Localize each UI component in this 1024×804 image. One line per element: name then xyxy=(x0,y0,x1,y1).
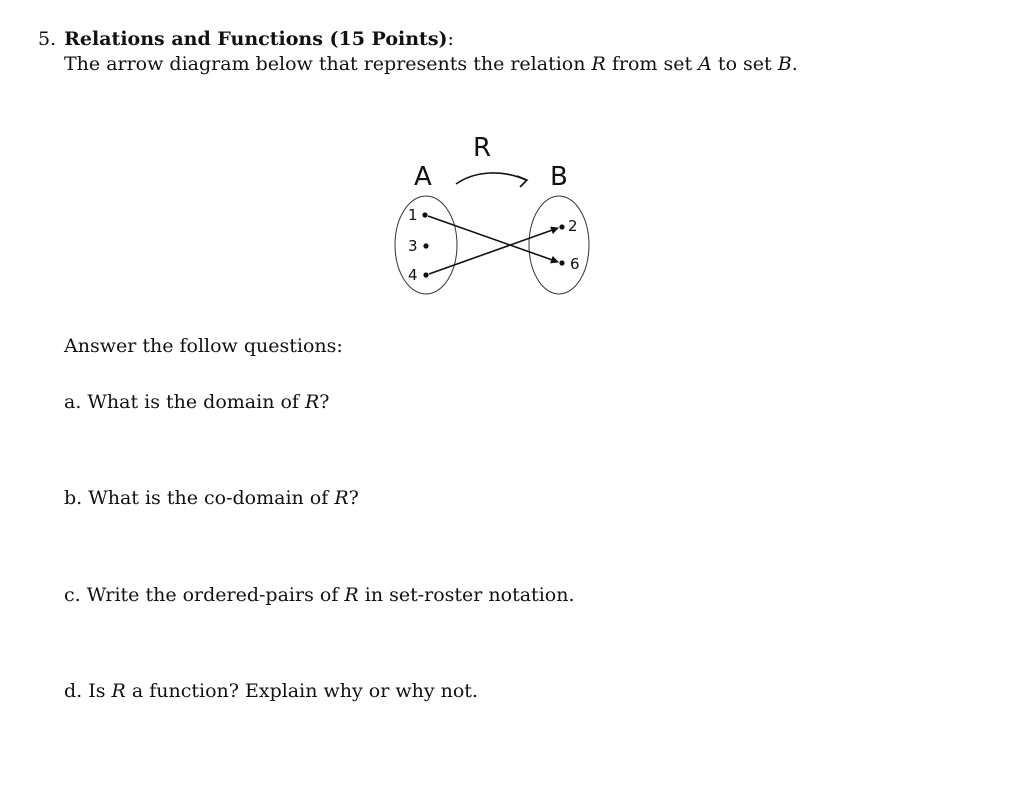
intro-var-a: A xyxy=(698,53,712,75)
set-a-dot-4 xyxy=(423,272,428,277)
question-c-text-1: Write the ordered-pairs of xyxy=(86,584,345,606)
question-c xyxy=(64,583,575,607)
set-b-dot-6 xyxy=(559,260,564,265)
question-d-text-2: a function? Explain why or why not. xyxy=(125,680,478,702)
intro-text-4: . xyxy=(791,53,798,75)
question-c-text-2: in set-roster notation. xyxy=(358,584,575,606)
intro-var-b: B xyxy=(777,53,792,75)
question-a-var: R xyxy=(304,391,320,413)
set-b-element-2: 2 xyxy=(568,217,578,235)
question-b-var: R xyxy=(334,487,349,509)
set-b-label: B xyxy=(550,162,568,192)
intro-text-3: to set xyxy=(711,53,778,75)
arrow-diagram xyxy=(380,120,620,305)
problem-title-colon: : xyxy=(447,28,454,50)
set-a-label: A xyxy=(414,162,432,192)
set-b-ellipse xyxy=(529,196,589,294)
set-a-element-3: 3 xyxy=(408,237,418,255)
intro-var-r: R xyxy=(591,53,606,75)
question-b xyxy=(64,486,359,510)
set-a-element-4: 4 xyxy=(408,266,418,284)
relation-curve-arrow xyxy=(456,173,526,184)
question-b-label: b. xyxy=(64,487,83,509)
problem-intro xyxy=(64,52,798,76)
mapping-arrow-4-to-2 xyxy=(429,228,558,274)
set-b-dot-2 xyxy=(559,224,564,229)
set-a-dot-3 xyxy=(423,243,428,248)
question-a-text-1: What is the domain of xyxy=(87,391,305,413)
mapping-arrow-1-to-6 xyxy=(428,216,558,262)
question-d-var: R xyxy=(111,680,126,702)
question-b-text-2: ? xyxy=(348,487,359,509)
set-b-element-6: 6 xyxy=(570,255,580,273)
intro-text-1: The arrow diagram below that represents the relation xyxy=(64,53,592,75)
problem-number: 5. xyxy=(38,28,57,50)
question-d xyxy=(64,679,478,703)
intro-text-2: from set xyxy=(605,53,699,75)
set-a-dot-1 xyxy=(422,212,427,217)
problem-heading xyxy=(38,27,454,51)
question-a xyxy=(64,390,329,414)
set-a-element-1: 1 xyxy=(408,206,418,224)
question-b-text-1: What is the co-domain of xyxy=(88,487,335,509)
question-d-text-1: Is xyxy=(88,680,112,702)
question-a-label: a. xyxy=(64,391,82,413)
question-a-text-2: ? xyxy=(319,391,330,413)
question-c-var: R xyxy=(344,584,359,606)
question-d-label: d. xyxy=(64,680,83,702)
problem-title: Relations and Functions (15 Points) xyxy=(64,28,448,50)
relation-label: R xyxy=(473,133,492,163)
answer-prompt: Answer the follow questions: xyxy=(64,335,343,357)
question-c-label: c. xyxy=(64,584,81,606)
